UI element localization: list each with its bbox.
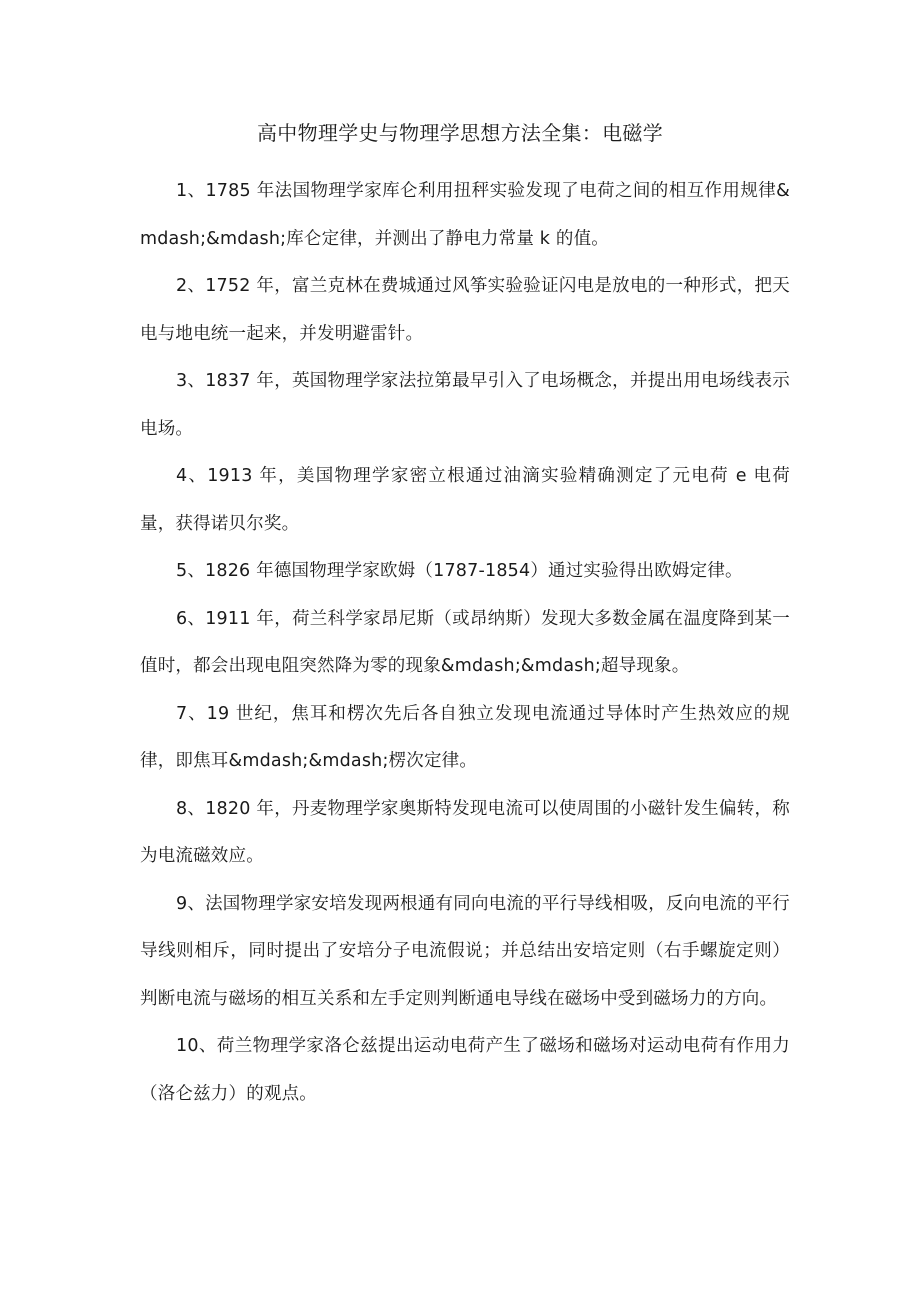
paragraph-8: 8、1820 年，丹麦物理学家奥斯特发现电流可以使周围的小磁针发生偏转，称为电流磁效应。 — [140, 798, 790, 866]
paragraph-4: 4、1913 年，美国物理学家密立根通过油滴实验精确测定了元电荷 e 电荷量，获得诺贝尔奖。 — [140, 466, 790, 534]
document-title: 高中物理学史与物理学思想方法全集：电磁学 — [257, 121, 663, 145]
paragraph-5: 5、1826 年德国物理学家欧姆（1787-1854）通过实验得出欧姆定律。 — [176, 561, 743, 581]
paragraph-3: 3、1837 年，英国物理学家法拉第最早引入了电场概念，并提出用电场线表示电场。 — [140, 371, 790, 439]
paragraph-9: 9、法国物理学家安培发现两根通有同向电流的平行导线相吸，反向电流的平行导线则相斥，同时提出了安培分子电流假说；并总结出安培定则（右手螺旋定则）判断电流与磁场的相互关系和左手定则判断通电导线在磁场中受到磁场力的方向。 — [140, 893, 790, 1009]
paragraph-10: 10、荷兰物理学家洛仑兹提出运动电荷产生了磁场和磁场对运动电荷有作用力（洛仑兹力）的观点。 — [140, 1036, 790, 1104]
paragraph-2: 2、1752 年，富兰克林在费城通过风筝实验验证闪电是放电的一种形式，把天电与地电统一起来，并发明避雷针。 — [140, 276, 790, 344]
paragraph-6: 6、1911 年，荷兰科学家昂尼斯（或昂纳斯）发现大多数金属在温度降到某一值时，都会出现电阻突然降为零的现象&mdash;&mdash;超导现象。 — [140, 608, 790, 676]
paragraph-1: 1、1785 年法国物理学家库仑利用扭秤实验发现了电荷之间的相互作用规律&mdash;&mdash;库仑定律，并测出了静电力常量 k 的值。 — [140, 181, 790, 249]
paragraph-7: 7、19 世纪，焦耳和楞次先后各自独立发现电流通过导体时产生热效应的规律，即焦耳&mdash;&mdash;楞次定律。 — [140, 703, 790, 771]
document-body — [140, 168, 790, 1118]
